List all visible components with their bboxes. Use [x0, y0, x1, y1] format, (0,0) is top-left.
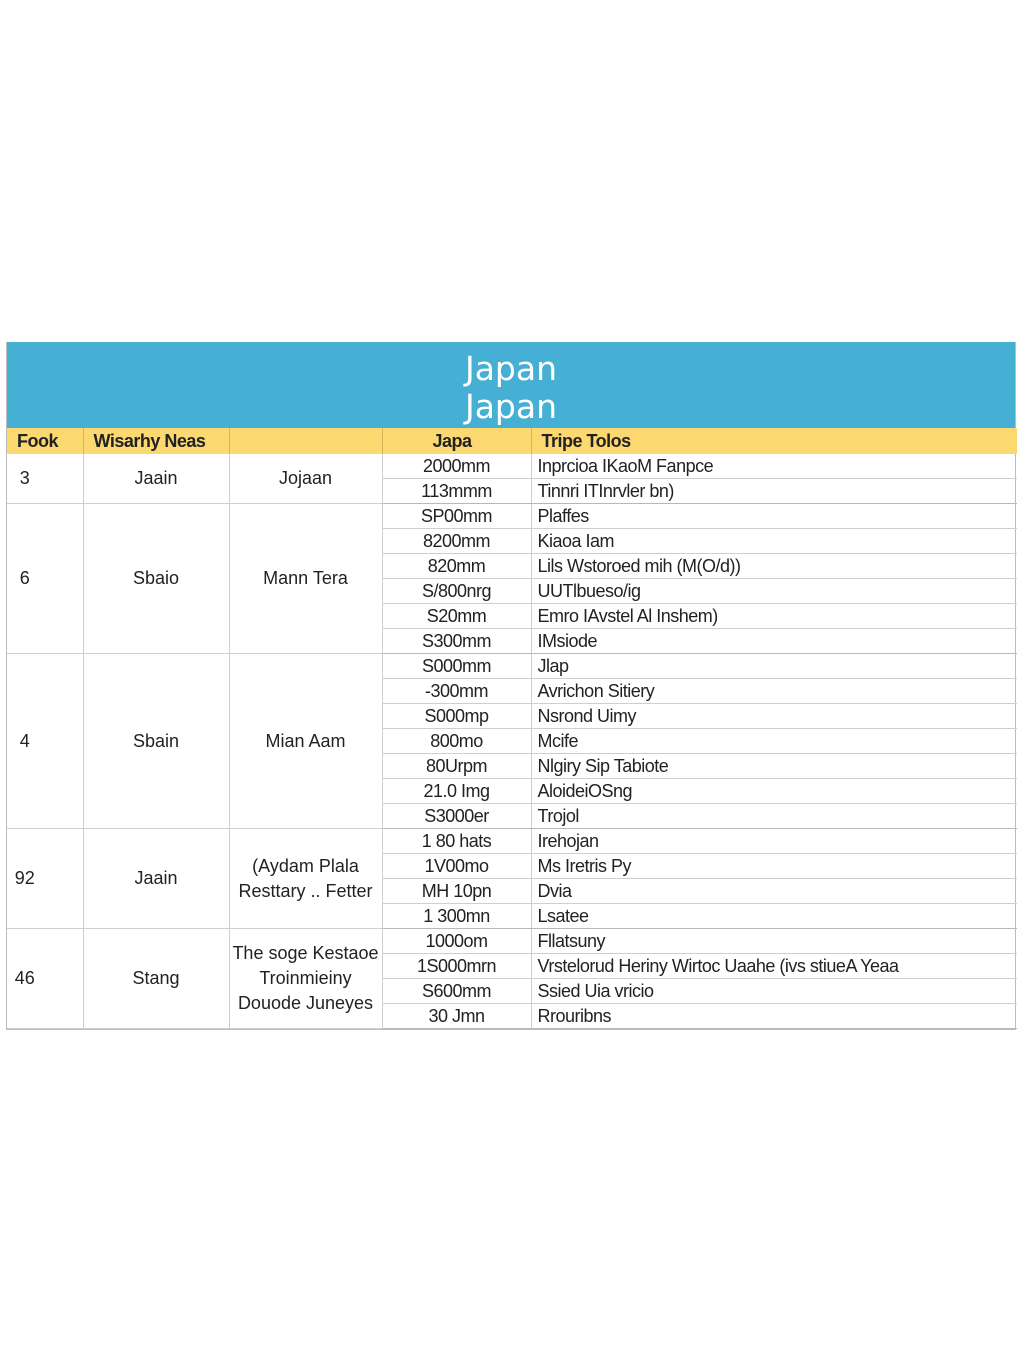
note-cell[interactable]: Fllatsuny	[531, 929, 1017, 954]
note-cell[interactable]: Trojol	[531, 804, 1017, 829]
table-row	[7, 929, 1017, 954]
group-number-cell[interactable]: 92	[7, 829, 83, 929]
name-cell[interactable]: (Aydam Plala Resttary .. Fetter	[229, 829, 382, 929]
distance-cell[interactable]: S000mm	[382, 654, 531, 679]
note-cell[interactable]: Plaffes	[531, 504, 1017, 529]
city-cell[interactable]: Jaain	[83, 454, 229, 504]
note-cell[interactable]: Irehojan	[531, 829, 1017, 854]
note-cell[interactable]: Nlgiry Sip Tabiote	[531, 754, 1017, 779]
table-row	[7, 829, 1017, 854]
note-cell[interactable]: Lils Wstoroed mih (M(O/d))	[531, 554, 1017, 579]
header-col-1[interactable]: Fook	[7, 428, 83, 454]
name-cell[interactable]: Mann Tera	[229, 504, 382, 654]
header-row	[7, 428, 1017, 454]
note-cell[interactable]: Ssied Uia vricio	[531, 979, 1017, 1004]
title-line-1: Japan	[464, 349, 558, 388]
note-cell[interactable]: Jlap	[531, 654, 1017, 679]
distance-cell[interactable]: 21.0 Img	[382, 779, 531, 804]
note-cell[interactable]: UUTlbueso/ig	[531, 579, 1017, 604]
note-cell[interactable]: Vrstelorud Heriny Wirtoc Uaahe (ivs stiueA Yeaa	[531, 954, 1017, 979]
group-number-cell[interactable]: 3	[7, 454, 83, 504]
distance-cell[interactable]: S000mp	[382, 704, 531, 729]
distance-cell[interactable]: S3000er	[382, 804, 531, 829]
note-cell[interactable]: Dvia	[531, 879, 1017, 904]
distance-cell[interactable]: 1V00mo	[382, 854, 531, 879]
distance-cell[interactable]: S/800nrg	[382, 579, 531, 604]
note-cell[interactable]: Kiaoa Iam	[531, 529, 1017, 554]
city-cell[interactable]: Sbain	[83, 654, 229, 829]
table-row	[7, 654, 1017, 679]
header-col-2[interactable]: Wisarhy Neas	[83, 428, 229, 454]
distance-cell[interactable]: -300mm	[382, 679, 531, 704]
header-col-4[interactable]: Japa	[382, 428, 531, 454]
city-cell[interactable]: Stang	[83, 929, 229, 1029]
note-cell[interactable]: Inprcioa IKaoM Fanpce	[531, 454, 1017, 479]
note-cell[interactable]: Lsatee	[531, 904, 1017, 929]
itinerary-table	[7, 428, 1017, 1029]
name-cell[interactable]: The soge Kestaoe Troinmieiny Douode Juneyes	[229, 929, 382, 1029]
header-col-5[interactable]: Tripe Tolos	[531, 428, 1017, 454]
header-col-3[interactable]	[229, 428, 382, 454]
distance-cell[interactable]: 80Urpm	[382, 754, 531, 779]
note-cell[interactable]: Avrichon Sitiery	[531, 679, 1017, 704]
city-cell[interactable]: Sbaio	[83, 504, 229, 654]
distance-cell[interactable]: 1000om	[382, 929, 531, 954]
note-cell[interactable]: AloideiOSng	[531, 779, 1017, 804]
group-number-cell[interactable]: 6	[7, 504, 83, 654]
group-number-cell[interactable]: 4	[7, 654, 83, 829]
distance-cell[interactable]: S300mm	[382, 629, 531, 654]
distance-cell[interactable]: SP00mm	[382, 504, 531, 529]
distance-cell[interactable]: 800mo	[382, 729, 531, 754]
distance-cell[interactable]: 8200mm	[382, 529, 531, 554]
distance-cell[interactable]: 1 80 hats	[382, 829, 531, 854]
distance-cell[interactable]: 30 Jmn	[382, 1004, 531, 1029]
name-cell[interactable]: Jojaan	[229, 454, 382, 504]
table-row	[7, 454, 1017, 479]
distance-cell[interactable]: 113mmm	[382, 479, 531, 504]
distance-cell[interactable]: MH 10pn	[382, 879, 531, 904]
note-cell[interactable]: Emro IAvstel Al Inshem)	[531, 604, 1017, 629]
table-row	[7, 504, 1017, 529]
table-body	[7, 454, 1017, 1029]
distance-cell[interactable]: 2000mm	[382, 454, 531, 479]
distance-cell[interactable]: 1 300mn	[382, 904, 531, 929]
name-cell[interactable]: Mian Aam	[229, 654, 382, 829]
note-cell[interactable]: IMsiode	[531, 629, 1017, 654]
distance-cell[interactable]: 820mm	[382, 554, 531, 579]
note-cell[interactable]: Nsrond Uimy	[531, 704, 1017, 729]
note-cell[interactable]: Tinnri ITInrvler bn)	[531, 479, 1017, 504]
note-cell[interactable]: Mcife	[531, 729, 1017, 754]
group-number-cell[interactable]: 46	[7, 929, 83, 1029]
distance-cell[interactable]: 1S000mrn	[382, 954, 531, 979]
note-cell[interactable]: Rrouribns	[531, 1004, 1017, 1029]
note-cell[interactable]: Ms Iretris Py	[531, 854, 1017, 879]
distance-cell[interactable]: S20mm	[382, 604, 531, 629]
title-line-2: Japan	[464, 387, 558, 426]
city-cell[interactable]: Jaain	[83, 829, 229, 929]
itinerary-sheet	[6, 342, 1016, 1030]
distance-cell[interactable]: S600mm	[382, 979, 531, 1004]
title-banner	[7, 342, 1015, 428]
